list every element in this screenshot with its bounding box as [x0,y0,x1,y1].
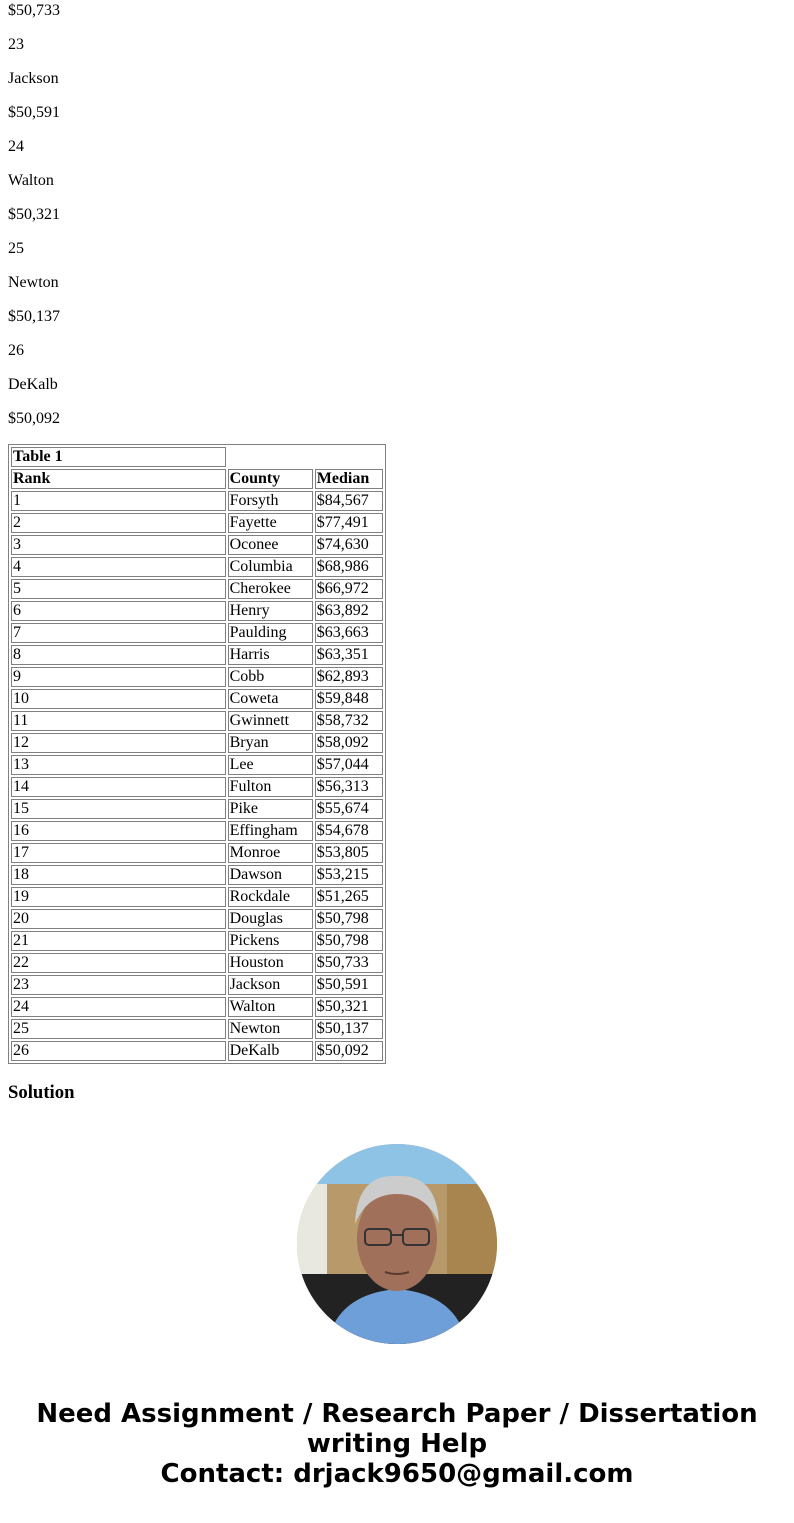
rank-cell: 11 [11,711,226,731]
median-cell: $50,591 [315,975,383,995]
county-cell: Harris [228,645,313,665]
rank-cell: 24 [11,997,226,1017]
rank-cell: 22 [11,953,226,973]
table-header-row [11,469,383,489]
median-cell: $66,972 [315,579,383,599]
rank-cell: 17 [11,843,226,863]
rank-cell: 5 [11,579,226,599]
rank-cell: 20 [11,909,226,929]
table-row [11,799,383,819]
list-item: Newton [8,274,59,291]
table-row [11,645,383,665]
county-cell: Effingham [228,821,313,841]
county-cell: Columbia [228,557,313,577]
rank-cell: 1 [11,491,226,511]
table-row [11,513,383,533]
county-cell: Henry [228,601,313,621]
county-cell: Cobb [228,667,313,687]
median-cell: $77,491 [315,513,383,533]
county-cell: Pickens [228,931,313,951]
table-caption [11,447,226,467]
avatar-wrap [8,1144,786,1349]
top-list [8,0,786,428]
list-item: $50,733 [8,2,60,19]
rank-cell: 23 [11,975,226,995]
solution-heading: Solution [8,1082,75,1103]
county-cell: Coweta [228,689,313,709]
county-cell: Walton [228,997,313,1017]
rank-cell: 12 [11,733,226,753]
county-cell: Houston [228,953,313,973]
median-income-table [8,444,386,1064]
county-cell: Jackson [228,975,313,995]
county-cell: Bryan [228,733,313,753]
median-cell: $50,798 [315,909,383,929]
empty-cell [228,447,383,467]
rank-cell: 8 [11,645,226,665]
county-cell: Gwinnett [228,711,313,731]
median-cell: $58,732 [315,711,383,731]
promo-line: Need Assignment / Research Paper / Dissertation writing Help [36,1399,758,1459]
median-cell: $58,092 [315,733,383,753]
table-row [11,887,383,907]
rank-cell: 7 [11,623,226,643]
header-text: Rank [13,470,51,487]
county-cell: Fulton [228,777,313,797]
median-cell: $68,986 [315,557,383,577]
list-item: $50,591 [8,104,60,121]
median-cell: $56,313 [315,777,383,797]
rank-cell: 6 [11,601,226,621]
median-cell: $50,798 [315,931,383,951]
county-cell: Douglas [228,909,313,929]
list-item: 26 [8,342,24,359]
rank-cell: 4 [11,557,226,577]
county-cell: Newton [228,1019,313,1039]
rank-cell: 21 [11,931,226,951]
table-row [11,755,383,775]
promo-contact: Contact: drjack9650@gmail.com [160,1459,634,1489]
list-item: DeKalb [8,376,58,393]
rank-cell: 25 [11,1019,226,1039]
table-row [11,1019,383,1039]
avatar [297,1144,497,1344]
table-row [11,711,383,731]
table-row [11,579,383,599]
median-cell: $55,674 [315,799,383,819]
list-item: $50,137 [8,308,60,325]
table-row [11,909,383,929]
rank-cell: 10 [11,689,226,709]
table-row [11,821,383,841]
table-caption-row [11,447,383,467]
list-item: Walton [8,172,54,189]
rank-cell: 2 [11,513,226,533]
median-cell: $54,678 [315,821,383,841]
county-cell: Cherokee [228,579,313,599]
table-row [11,975,383,995]
list-item: 24 [8,138,24,155]
county-cell: DeKalb [228,1041,313,1061]
list-item: 23 [8,36,24,53]
table-row [11,777,383,797]
promo-banner [8,1399,786,1489]
table-row [11,1041,383,1061]
median-cell: $63,663 [315,623,383,643]
caption-text: Table 1 [13,448,63,465]
rank-cell: 16 [11,821,226,841]
table-row [11,689,383,709]
county-cell: Lee [228,755,313,775]
median-cell: $57,044 [315,755,383,775]
table-row [11,535,383,555]
table-row [11,557,383,577]
median-cell: $50,733 [315,953,383,973]
county-cell: Rockdale [228,887,313,907]
table-row [11,953,383,973]
header-county [228,469,313,489]
header-median [315,469,383,489]
county-cell: Fayette [228,513,313,533]
rank-cell: 3 [11,535,226,555]
county-cell: Paulding [228,623,313,643]
header-text: County [229,470,281,487]
table-row [11,601,383,621]
county-cell: Pike [228,799,313,819]
median-cell: $74,630 [315,535,383,555]
table-row [11,931,383,951]
list-item: Jackson [8,70,59,87]
median-cell: $63,892 [315,601,383,621]
rank-cell: 9 [11,667,226,687]
rank-cell: 18 [11,865,226,885]
median-cell: $50,137 [315,1019,383,1039]
rank-cell: 26 [11,1041,226,1061]
table-row [11,865,383,885]
rank-cell: 13 [11,755,226,775]
rank-cell: 19 [11,887,226,907]
county-cell: Forsyth [228,491,313,511]
list-item: 25 [8,240,24,257]
county-cell: Dawson [228,865,313,885]
median-cell: $50,321 [315,997,383,1017]
median-cell: $53,805 [315,843,383,863]
rank-cell: 14 [11,777,226,797]
median-cell: $50,092 [315,1041,383,1061]
median-cell: $51,265 [315,887,383,907]
table-row [11,623,383,643]
median-cell: $62,893 [315,667,383,687]
list-item: $50,321 [8,206,60,223]
county-cell: Oconee [228,535,313,555]
county-cell: Monroe [228,843,313,863]
header-text: Median [316,470,370,487]
median-cell: $53,215 [315,865,383,885]
median-cell: $84,567 [315,491,383,511]
table-row [11,733,383,753]
median-cell: $63,351 [315,645,383,665]
rank-cell: 15 [11,799,226,819]
table-row [11,667,383,687]
table-row [11,997,383,1017]
table-row [11,491,383,511]
header-rank [11,469,226,489]
table-row [11,843,383,863]
list-item: $50,092 [8,410,60,427]
median-cell: $59,848 [315,689,383,709]
